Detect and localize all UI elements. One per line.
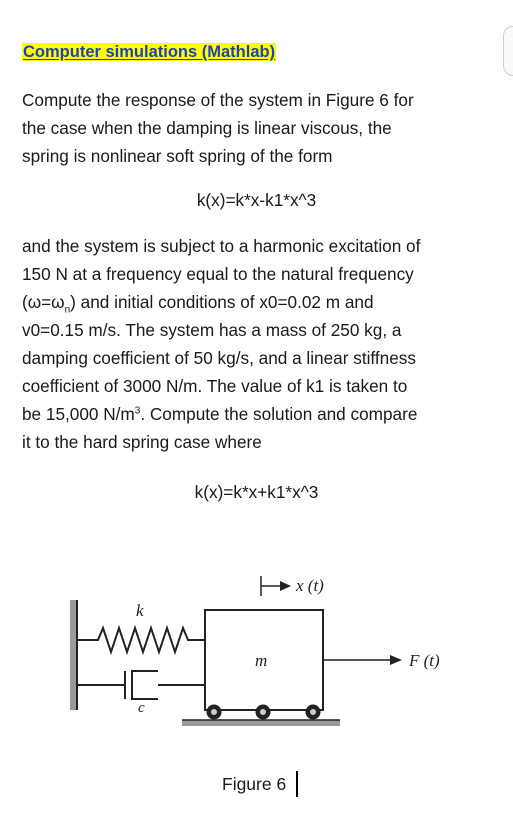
displacement-arrow [261,576,291,596]
section-heading: Computer simulations (Mathlab) [23,43,276,61]
force-arrow [323,655,402,665]
spring [77,628,205,652]
displacement-label: x (t) [296,576,324,595]
problem-paragraph-1: Compute the response of the system in Figure 6 for the case when the damping is linear viscous, the spring is nonlinear soft spring of the form [22,90,414,166]
ground [182,720,340,726]
hard-spring-equation: k(x)=k*x+k1*x^3 [194,482,319,502]
damper-label: c [138,700,145,716]
problem-paragraph-2: and the system is subject to a harmonic excitation of 150 N at a frequency equal to the natural frequency $(\omega=\omega_n)$ and initial conditions of x0=0.02 m and v0=0.15 m/s. The system has a mass of 250 kg, a damping coefficient of 50 kg/s, and a linear stiffness coefficient of 3000 N/m. The value of k1 is taken to be 15,000 $N/m^3$. Compute the solution and compare it to the hard spring case where [22,236,421,452]
damper [77,671,205,699]
text-cursor [296,771,298,797]
soft-spring-equation: k(x)=k*x-k1*x^3 [196,190,317,210]
figure-caption: Figure 6 [222,774,287,794]
side-panel-edge [503,26,513,76]
wall [70,600,77,710]
mass-spring-damper-figure [0,540,513,770]
spring-label: k [136,601,144,620]
force-label: F (t) [409,651,440,670]
mass-label: m [255,651,268,670]
